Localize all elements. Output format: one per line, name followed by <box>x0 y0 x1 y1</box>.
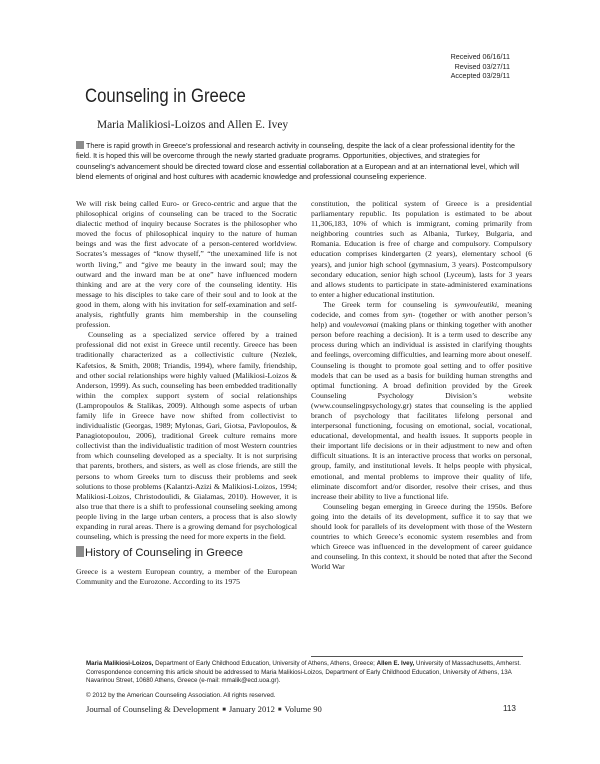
body-paragraph <box>311 300 532 502</box>
greek-term: syn- <box>402 310 416 320</box>
volume: Volume 90 <box>284 704 322 714</box>
author-name: Allen E. Ivey, <box>376 660 415 667</box>
separator-icon: ■ <box>222 707 226 713</box>
author-footnote <box>86 660 522 686</box>
abstract <box>76 141 520 182</box>
body-paragraph: constitution, the political system of Greece is a presidential parliamentary republic. Its population is estimated to be about 11,306,183, 10% of which is immigrant, coming primarily from neighboring countries such as Albania, Turkey, Bulgaria, and Romania. Education is free of charge and compulsory. Compulsory education comprises kindergarten (2 years), elementary school (6 years), and junior high school (gymnasium, 3 years). Postcompulsory secondary education, senior high school (Lyceum), lasts for 3 years and allows students to participate in state-administered examinations to enter a higher educational institution. <box>311 199 532 299</box>
section-marker-icon <box>76 546 84 557</box>
text-run: , meaning codecide, and comes from <box>311 299 533 320</box>
received-dates <box>451 52 510 81</box>
body-paragraph: We will risk being called Euro- or Greco-centric and argue that the philosophical origins of counseling can be traced to the Socratic dialectic method of inquiry because Socrates is the philosopher who moved the focus of philosophical inquiry to the nature of human beings and was the first advocate of a person-centered worldview. Socrates’s messages of “know thyself,” “the unexamined life is not worth living,” and “give me beauty in the inward soul; may the outward and the inward man be at one” have influenced modern thinking and are at the very core of the counseling identity. His message to his disciples to take care of their soul and to look at the good in them, along with his invitation for self-examination and self-analysis, rightfully grants him membership in the counseling profession. <box>76 199 297 330</box>
greek-term: symvouleutiki <box>454 299 497 309</box>
page-footer <box>86 704 516 716</box>
article-title: Counseling in Greece <box>85 86 246 107</box>
author-affiliation: University of Massachusetts, Amherst. Correspondence concerning this article should be addressed to Maria Malikiosi-Loizos, Department of Early Childhood Education, University of Athens, 13A Navarinou Street, 10680 Athens, Greece (e-mail: mmalik@ecd.uoa.gr). <box>86 660 521 685</box>
journal-name: Journal of Counseling & Development <box>86 704 220 714</box>
received-date: Received 06/16/11 <box>450 52 510 61</box>
text-run: (together or with another person’s help) and <box>311 310 532 330</box>
right-column <box>311 199 532 572</box>
body-paragraph: Counseling began emerging in Greece during the 1950s. Before going into the details of its development, suffice it to say that we should look for parallels of its development with those of the Western countries to which Greece’s economic system resembles and from which Greece was influenced in the development of career guidance and counseling. In this context, it should be noted that after the Second World War <box>311 501 532 572</box>
author-name: Maria Malikiosi-Loizos, <box>86 660 154 667</box>
issue-date: January 2012 <box>228 704 275 714</box>
article-authors: Maria Malikiosi-Loizos and Allen E. Ivey <box>97 119 289 131</box>
accepted-date: Accepted 03/29/11 <box>450 71 510 81</box>
page-number: 113 <box>502 704 516 713</box>
running-footer <box>86 704 322 714</box>
section-heading <box>76 546 297 560</box>
left-column <box>76 199 297 587</box>
text-run: (making plans or thinking together with another person before reaching a decision). It is a term used to describe any process during which an individual is assisted in clarifying thoughts and feelings, overcoming difficulties, and learning more about oneself. Counseling is thought to promote goal setting and to offer positive models that can be used as a basis for building human strengths and optimal functioning. A broad definition provided by the Greek Counseling Psychology Division’s website (www.counselingpsychology.gr) states that counseling is the applied branch of psychology that facilitates lifelong personal and interpersonal functioning, focusing on emotional, social, vocational, educational, developmental, and health issues. It supports people in their important life decisions or in their adjustment to new and often difficult situations. It is an interactive process that works on personal, group, family, and institutional levels. It helps people with physical, emotional, and mental problems to improve their quality of life, eliminate discomfort and/or disorder, resolve their crises, and thus increase their ability to live a functional life. <box>311 320 532 501</box>
author-affiliation: Department of Early Childhood Education, University of Athens, Athens, Greece; <box>153 660 377 667</box>
abstract-text: There is rapid growth in Greece’s professional and research activity in counseling, despite the lack of a clear professional identity for the field. It is hoped this will be overcome through the newly started graduate programs. Opportunities, objectives, and strategies for counseling’s advancement should be directed toward close and essential collaboration at a European and at an international level, which will blend elements of original and host cultures with academic knowledge and professional counseling experience. <box>76 142 520 181</box>
revised-date: Revised 03/27/11 <box>454 61 510 71</box>
separator-icon: ■ <box>277 707 282 713</box>
body-paragraph: Counseling as a specialized service offered by a trained professional did not exist in Greece until recently. Greece has been traditionally characterized as a collectivistic culture (Nezlek, Kafetsios, & Smith, 2008; Triandis, 1994), where family, friendship, and other social relationships were highly valued (Malikiosi-Loizos & Anderson, 1999). As such, counseling has been embedded traditionally within the complex support system of social relationships (Lampropoulos & Stalikas, 2009). Although some aspects of urban family life in Greece have now shifted from collectivist to individualistic (Georgas, 1989; Mylonas, Gari, Giotsa, Pavlopoulos, & Panagiotopoulou, 2006), traditional Greek culture remains more collectivist than the individualistic tradition of most Western countries from which counseling developed as a specialty. It is not surprising that parents, brothers, and sisters, as well as close friends, are still the persons to whom Greeks turn to discuss their problems and seek solutions to those problems (Kalantzi-Azizi & Malikiosi-Loizos, 1994; Malikiosi-Loizos, Christodoulidi, & Gialamas, 2010). However, it is also true that there is a shift to professional counseling seeking among people living in the large urban centers, a process that is also slowly expanding in rural areas. There is a growing demand for psychological counseling, which is pressing the need for more experts in the field. <box>76 330 297 542</box>
text-run: The Greek term for counseling is <box>323 299 455 309</box>
footnote-divider <box>311 656 523 657</box>
body-paragraph: Greece is a western European country, a member of the European Community and the Eurozone. According to its 1975 <box>76 567 297 587</box>
greek-term: voulevomai <box>342 320 379 330</box>
section-heading-text: History of Counseling in Greece <box>85 547 243 560</box>
copyright-notice: © 2012 by the American Counseling Association. All rights reserved. <box>86 692 276 699</box>
abstract-marker-icon <box>76 141 84 149</box>
